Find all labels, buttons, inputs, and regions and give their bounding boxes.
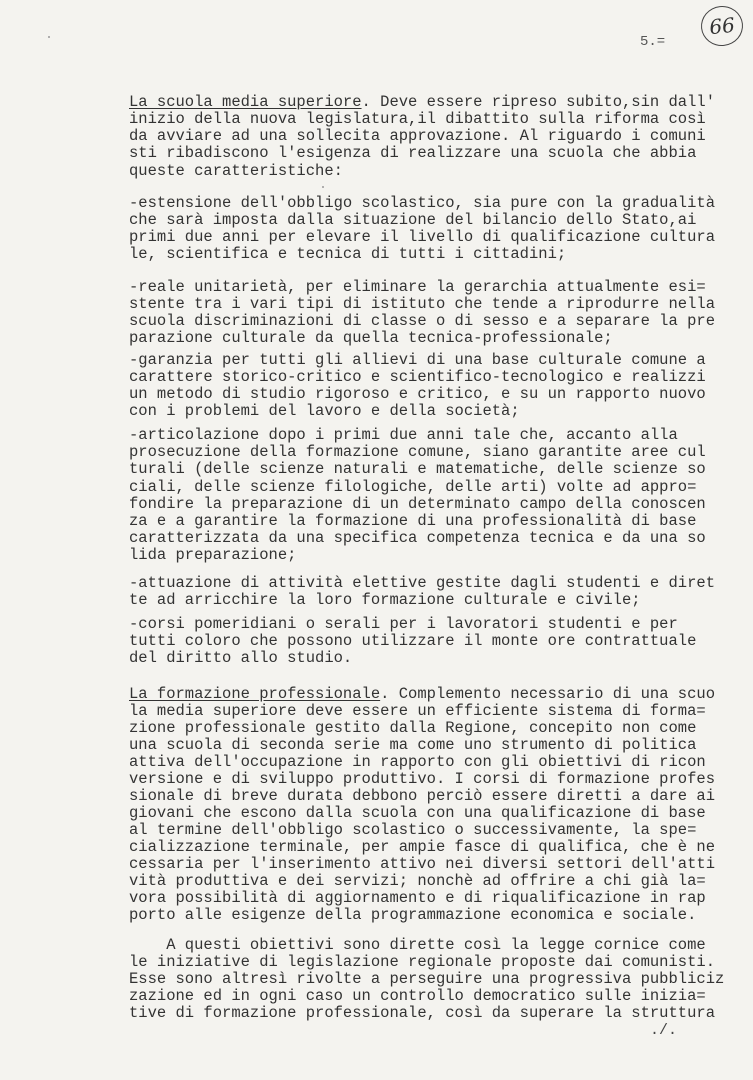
- text-line: te ad arricchire la loro formazione culturale e civile;: [129, 591, 641, 609]
- line-text: . Complemento necessario di una scuo: [380, 685, 716, 703]
- text-line: vora possibilità di aggiornamento e di riqualificazione in rap: [129, 889, 706, 907]
- text-line: da avviare ad una sollecita approvazione. Al riguardo i comuni: [129, 127, 706, 145]
- paper-speck: [48, 36, 50, 38]
- text-line: -reale unitarietà, per eliminare la gerarchia attualmente esi=: [129, 278, 706, 296]
- paper-speck: [322, 186, 324, 188]
- text-line: -attuazione di attività elettive gestite dagli studenti e diret: [129, 574, 715, 592]
- text-line: stente tra i vari tipi di istituto che tende a riprodurre nella: [129, 295, 715, 313]
- text-line: la media superiore deve essere un efficiente sistema di forma=: [129, 702, 706, 720]
- continuation-mark: ./.: [650, 1022, 678, 1039]
- section-heading: La formazione professionale: [129, 685, 381, 703]
- text-line: cializzazione terminale, per ampie fasce di qualifica, che è ne: [129, 838, 715, 856]
- section-heading: La scuola media superiore: [129, 93, 362, 111]
- archive-stamp: [699, 4, 745, 48]
- text-line: prosecuzione della formazione comune, siano garantite aree cul: [129, 443, 706, 461]
- text-line: za e a garantire la formazione di una professionalità di base: [129, 512, 697, 530]
- stamp-number: 66: [708, 12, 736, 40]
- text-line: inizio della nuova legislatura,il dibattito sulla riforma così: [129, 110, 706, 128]
- text-line: tive di formazione professionale, così da superare la struttura: [129, 1004, 715, 1022]
- text-line: Esse sono altresì rivolte a perseguire una progressiva pubbliciz: [129, 970, 725, 988]
- text-line: giovani che escono dalla scuola con una qualificazione di base: [129, 804, 706, 822]
- page-number: 5.=: [640, 34, 666, 50]
- text-line: lida preparazione;: [129, 546, 297, 564]
- text-line: con i problemi del lavoro e della società;: [129, 402, 520, 420]
- text-line: sionale di breve durata debbono perciò essere diretti a dare ai: [129, 787, 715, 805]
- text-line: A questi obiettivi sono dirette così la legge cornice come: [129, 936, 706, 954]
- text-line: sti ribadiscono l'esigenza di realizzare una scuola che abbia: [129, 144, 697, 162]
- text-line: scuola discriminazioni di classe o di sesso e a separare la pre: [129, 312, 715, 330]
- text-line: le iniziative di legislazione regionale proposte dai comunisti.: [129, 953, 715, 971]
- text-line: -articolazione dopo i primi due anni tale che, accanto alla: [129, 426, 678, 444]
- text-line: versione e di sviluppo produttivo. I corsi di formazione profes: [129, 770, 715, 788]
- text-line: tutti coloro che possono utilizzare il monte ore contrattuale: [129, 632, 697, 650]
- text-line: -corsi pomeridiani o serali per i lavoratori studenti e per: [129, 615, 678, 633]
- text-line: [129, 94, 715, 110]
- text-line: -garanzia per tutti gli allievi di una base culturale comune a: [129, 351, 706, 369]
- text-line: un metodo di studio rigoroso e critico, e su un rapporto nuovo: [129, 385, 706, 403]
- text-line: cessaria per l'inserimento attivo nei diversi settori dell'atti: [129, 855, 715, 873]
- text-line: del diritto allo studio.: [129, 649, 353, 667]
- line-text: . Deve essere ripreso subito,sin dall': [361, 93, 716, 111]
- text-line: ciali, delle scienze filologiche, delle arti) volte ad appro=: [129, 478, 697, 496]
- text-line: carattere storico-critico e scientifico-tecnologico e realizzi: [129, 368, 706, 386]
- text-line: queste caratteristiche:: [129, 162, 343, 180]
- text-line: vità produttiva e dei servizi; nonchè ad offrire a chi già la=: [129, 872, 706, 890]
- text-line: al termine dell'obbligo scolastico o successivamente, la spe=: [129, 821, 697, 839]
- text-line: caratterizzata da una specifica competenza tecnica e da una so: [129, 529, 706, 547]
- text-line: [129, 686, 715, 702]
- text-line: -estensione dell'obbligo scolastico, sia pure con la gradualità: [129, 194, 715, 212]
- text-line: turali (delle scienze naturali e matematiche, delle scienze so: [129, 460, 706, 478]
- text-line: zione professionale gestito dalla Regione, concepito non come: [129, 719, 697, 737]
- text-line: zazione ed in ogni caso un controllo democratico sulle inizia=: [129, 987, 706, 1005]
- text-line: fondire la preparazione di un determinato campo della conoscen: [129, 495, 706, 513]
- text-line: attiva dell'occupazione in rapporto con gli obiettivi di ricon: [129, 753, 706, 771]
- text-line: primi due anni per elevare il livello di qualificazione cultura: [129, 228, 715, 246]
- text-line: parazione culturale da quella tecnica-professionale;: [129, 329, 613, 347]
- text-line: una scuola di seconda serie ma come uno strumento di politica: [129, 736, 697, 754]
- text-line: le, scientifica e tecnica di tutti i cittadini;: [129, 245, 567, 263]
- text-line: che sarà imposta dalla situazione del bilancio dello Stato,ai: [129, 211, 697, 229]
- text-line: porto alle esigenze della programmazione economica e sociale.: [129, 906, 697, 924]
